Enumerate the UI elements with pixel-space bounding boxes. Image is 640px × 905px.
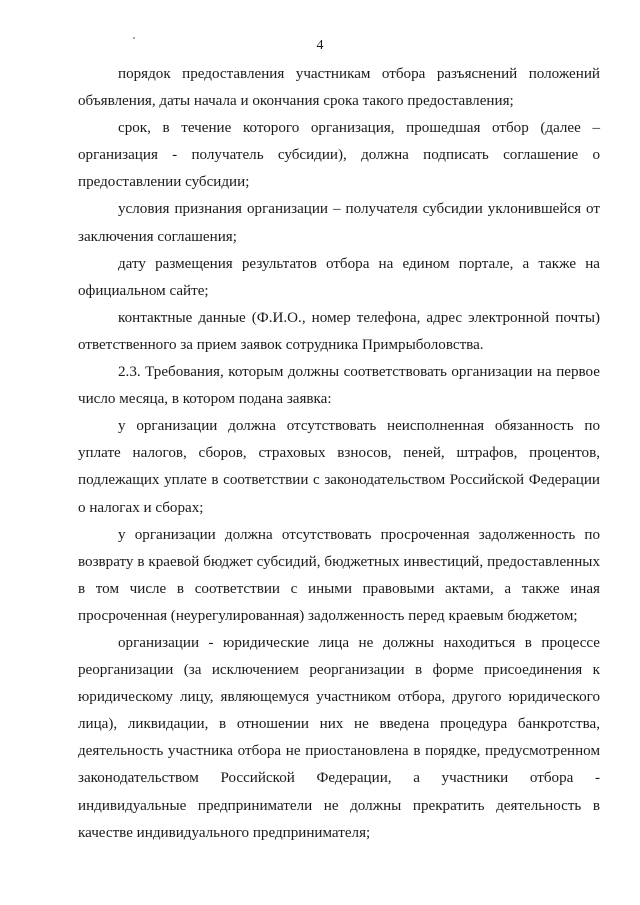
paragraph-results-date: дату размещения результатов отбора на едином портале, а также на официальном сайте; xyxy=(78,255,600,299)
paragraph-clarification-order: порядок предоставления участникам отбора разъяснений положений объявления, даты начала и окончания срока такого предоставления; xyxy=(78,66,600,110)
paragraph-budget-debt: у организации должна отсутствовать просроченная задолженность по возврату в краевой бюджет субсидий, бюджетных инвестиций, предоставленных в том числе в соответствии с иными правовыми актами, а также иная просроченная (неурегулированная) задолженность перед краевым бюджетом; xyxy=(78,526,600,624)
paragraph-reorganization: организации - юридические лица не должны находиться в процессе реорганизации (за исключением реорганизации в форме присоединения к юридическому лицу, являющемуся участником отбора, другого юридического лица), ликвидации, в отношении них не введена процедура банкротства, деятельность участника отбора не приостановлена в порядке, предусмотренном законодательством Российской Федерации, а участники отбора - индивидуальные предприниматели не должны прекратить деятельность в качестве индивидуального предпринимателя; xyxy=(78,634,600,841)
paragraph-contact-details: контактные данные (Ф.И.О., номер телефона, адрес электронной почты) ответственного за прием заявок сотрудника Примрыболовства. xyxy=(78,309,600,353)
page-number: 4 xyxy=(316,38,324,53)
paragraph-section-2-3: 2.3. Требования, которым должны соответствовать организации на первое число месяца, в котором подана заявка: xyxy=(78,364,600,408)
paragraph-evasion-conditions: условия признания организации – получателя субсидии уклонившейся от заключения соглашения; xyxy=(78,201,600,245)
document-body xyxy=(78,61,600,847)
paragraph-tax-obligations: у организации должна отсутствовать неисполненная обязанность по уплате налогов, сборов, страховых взносов, пеней, штрафов, процентов, подлежащих уплате в соответствии с законодательством Российской Федерации о налогах и сборах; xyxy=(78,418,600,516)
paragraph-signing-deadline: срок, в течение которого организация, прошедшая отбор (далее – организация - получатель субсидии), должна подписать соглашение о предоставлении субсидии; xyxy=(78,120,600,191)
